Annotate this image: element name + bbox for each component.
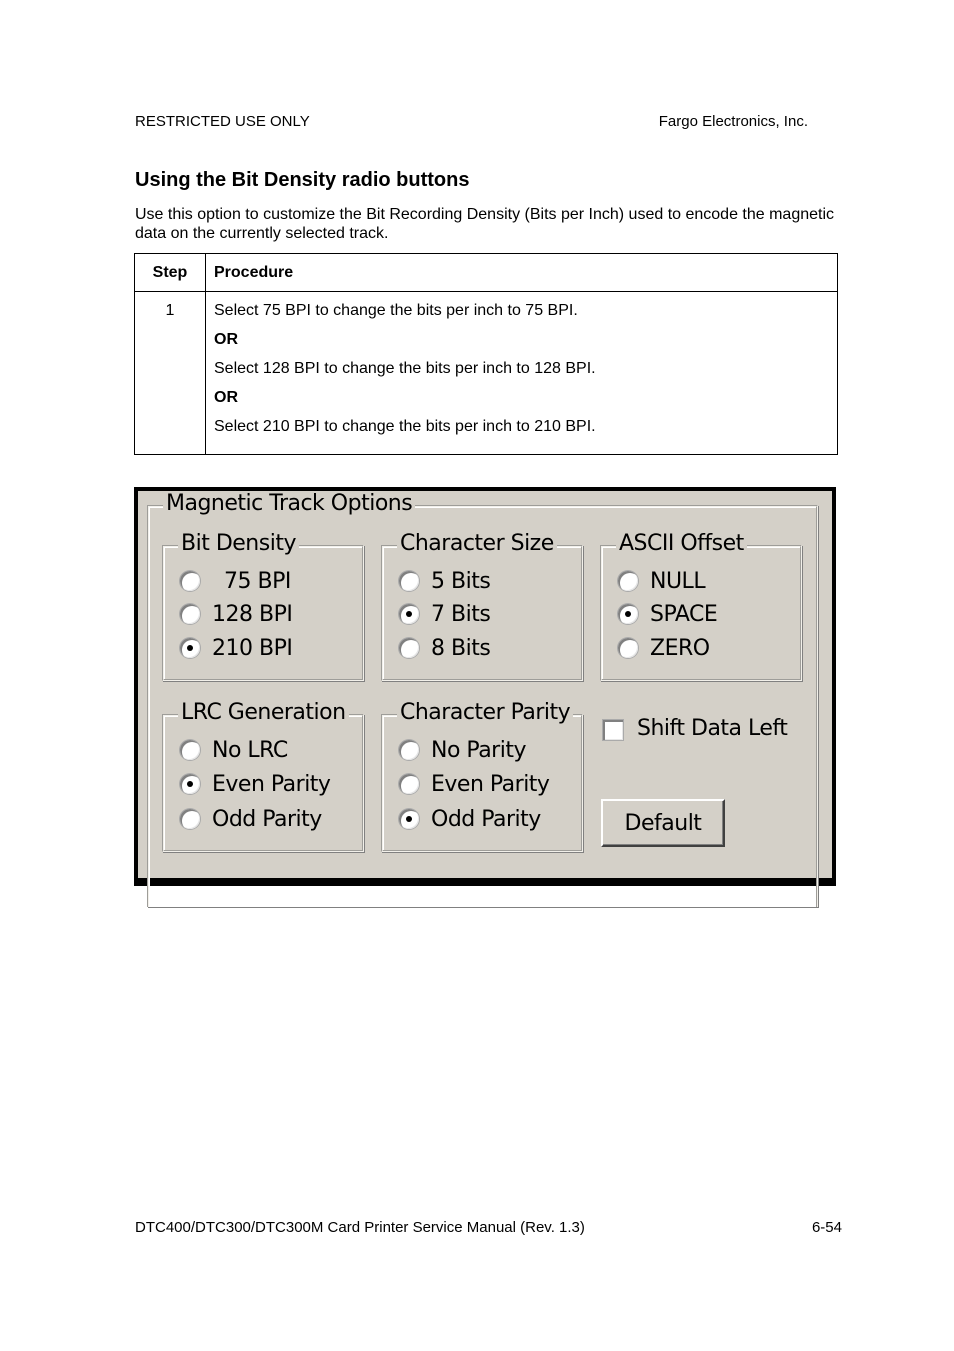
radio-75-bpi[interactable] <box>180 565 291 597</box>
radio-button[interactable] <box>180 604 200 624</box>
shift-data-left-checkbox[interactable] <box>603 720 623 740</box>
procedure-table <box>134 253 838 455</box>
ascii-offset-group <box>600 531 802 681</box>
radio-button[interactable] <box>399 774 419 794</box>
radio-no-parity[interactable] <box>399 734 526 766</box>
radio-label: Odd Parity <box>212 806 322 832</box>
radio-button[interactable] <box>618 638 638 658</box>
radio-5-bits[interactable] <box>399 565 490 597</box>
group-title: Character Parity <box>397 700 573 726</box>
radio-label: 128 BPI <box>212 601 293 627</box>
radio-7-bits[interactable] <box>399 598 490 630</box>
magnetic-track-options-group <box>147 491 818 907</box>
header-left: RESTRICTED USE ONLY <box>135 113 310 130</box>
page-number: 6-54 <box>811 1219 842 1236</box>
radio-button[interactable] <box>399 638 419 658</box>
radio-no-lrc[interactable] <box>180 734 288 766</box>
radio-label: No LRC <box>212 737 288 763</box>
group-title: ASCII Offset <box>616 531 747 557</box>
radio-label: SPACE <box>650 601 718 627</box>
radio-label: No Parity <box>431 737 526 763</box>
radio-button[interactable] <box>399 809 419 829</box>
table-header-row <box>135 254 838 292</box>
radio-button[interactable] <box>399 571 419 591</box>
radio-label: ZERO <box>650 635 710 661</box>
radio-button[interactable] <box>618 571 638 591</box>
radio-8-bits[interactable] <box>399 632 490 664</box>
procedure-or: OR <box>214 331 238 348</box>
procedure-line: Select 128 BPI to change the bits per inch to 128 BPI. <box>214 360 596 377</box>
shift-data-left-label: Shift Data Left <box>637 716 788 741</box>
radio-label: Even Parity <box>431 771 550 797</box>
character-parity-group <box>381 700 583 852</box>
radio-label: 210 BPI <box>212 635 293 661</box>
header-right: Fargo Electronics, Inc. <box>658 113 808 130</box>
radio-null[interactable] <box>618 565 705 597</box>
radio-button[interactable] <box>180 774 200 794</box>
radio-label: 8 Bits <box>431 635 491 661</box>
section-title: Using the Bit Density radio buttons <box>135 169 470 191</box>
radio-label: Even Parity <box>212 771 331 797</box>
group-title: Bit Density <box>178 531 299 557</box>
radio-lrc-even-parity[interactable] <box>180 768 330 800</box>
radio-button[interactable] <box>180 740 200 760</box>
default-button[interactable]: Default <box>601 799 725 847</box>
radio-button[interactable] <box>399 740 419 760</box>
table-row <box>135 292 838 455</box>
radio-label: 7 Bits <box>431 601 491 627</box>
radio-space[interactable] <box>618 598 717 630</box>
dialog-body <box>138 491 832 878</box>
step-header: Step <box>135 254 206 292</box>
step-cell: 1 <box>135 292 206 455</box>
radio-button[interactable] <box>618 604 638 624</box>
radio-button[interactable] <box>180 638 200 658</box>
group-title: LRC Generation <box>178 700 349 726</box>
radio-lrc-odd-parity[interactable] <box>180 803 322 835</box>
lrc-generation-group <box>162 700 364 852</box>
radio-label: NULL <box>650 568 706 594</box>
radio-zero[interactable] <box>618 632 710 664</box>
procedure-or: OR <box>214 389 238 406</box>
radio-label: Odd Parity <box>431 806 541 832</box>
magnetic-track-options-screenshot <box>134 487 836 886</box>
procedure-line: Select 210 BPI to change the bits per inch to 210 BPI. <box>214 418 596 435</box>
radio-parity-odd[interactable] <box>399 803 541 835</box>
procedure-line: Select 75 BPI to change the bits per inch to 75 BPI. <box>214 302 578 319</box>
character-size-group <box>381 531 583 681</box>
radio-button[interactable] <box>180 571 200 591</box>
section-intro: Use this option to customize the Bit Recording Density (Bits per Inch) used to encode the magnetic data on the currently selected track. <box>135 206 835 242</box>
group-title: Character Size <box>397 531 557 557</box>
radio-button[interactable] <box>399 604 419 624</box>
procedure-cell <box>206 292 838 455</box>
procedure-header: Procedure <box>206 254 838 292</box>
radio-button[interactable] <box>180 809 200 829</box>
radio-label: 75 BPI <box>224 568 291 594</box>
radio-210-bpi[interactable] <box>180 632 292 664</box>
group-title: Magnetic Track Options <box>163 491 415 517</box>
bit-density-group <box>162 531 364 681</box>
radio-label: 5 Bits <box>431 568 491 594</box>
radio-parity-even[interactable] <box>399 768 549 800</box>
radio-128-bpi[interactable] <box>180 598 292 630</box>
footer-left: DTC400/DTC300/DTC300M Card Printer Service Manual (Rev. 1.3) <box>135 1219 585 1236</box>
